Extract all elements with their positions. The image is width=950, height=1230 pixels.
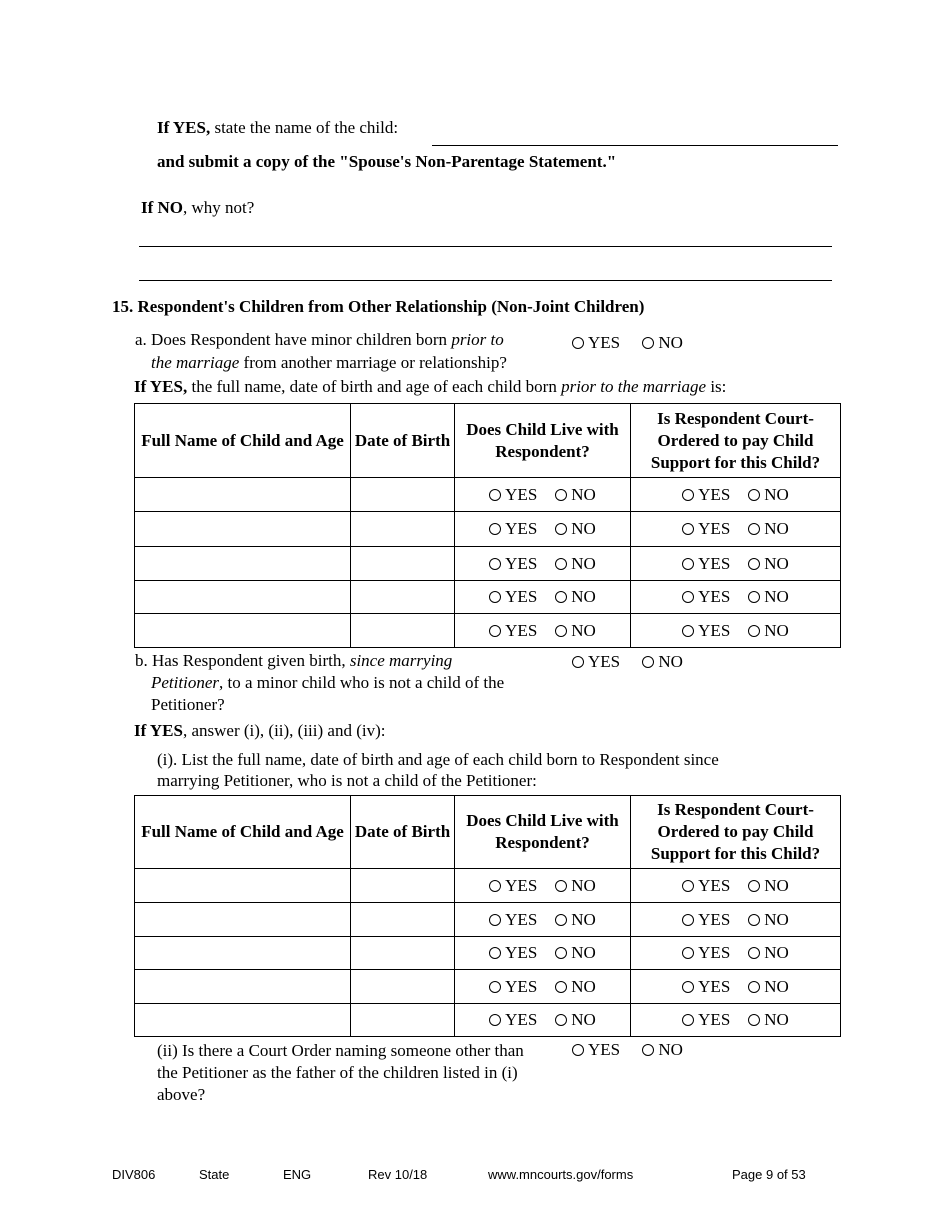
support-yes[interactable]: YES [682,621,730,641]
lives-with-yes[interactable]: YES [489,1010,537,1030]
dob-cell[interactable] [351,1004,455,1037]
support-yes[interactable]: YES [682,587,730,607]
radio-icon[interactable] [489,558,501,570]
support-no[interactable]: NO [748,519,789,539]
radio-icon[interactable] [682,523,694,535]
table-row [135,547,841,581]
footer-url: www.mncourts.gov/forms [488,1167,634,1182]
support-yes[interactable]: YES [682,943,730,963]
support-options [631,970,841,1004]
dob-cell[interactable] [351,478,455,512]
question-a-if-yes: If YES, the full name, date of birth and age of each child born prior to the marriage is: [134,377,727,396]
radio-icon[interactable] [555,1014,567,1026]
radio-icon[interactable] [555,591,567,603]
dob-cell[interactable] [351,903,455,937]
col-header-support: Is Respondent Court-Ordered to pay Child Support for this Child? [631,796,841,869]
lives-with-yes[interactable]: YES [489,621,537,641]
support-options [631,581,841,614]
question-a-text: a. Does Respondent have minor children born prior to the marriage from another marriage or relationship? [135,330,507,372]
prior-children-table [134,403,841,648]
lives-with-options [455,970,631,1004]
footer-form-code: DIV806 [112,1167,156,1182]
lives-with-yes[interactable]: YES [489,587,537,607]
table-row [135,1004,841,1037]
support-options [631,869,841,903]
table-row [135,512,841,547]
radio-icon[interactable] [572,337,584,349]
child-name-cell[interactable] [135,937,351,970]
support-no[interactable]: NO [748,876,789,896]
radio-icon[interactable] [489,880,501,892]
radio-icon[interactable] [682,489,694,501]
support-options [631,478,841,512]
support-no[interactable]: NO [748,621,789,641]
radio-icon[interactable] [572,656,584,668]
radio-icon[interactable] [555,914,567,926]
child-name-cell[interactable] [135,512,351,547]
question-b-ii-text: (ii) Is there a Court Order naming someone other than the Petitioner as the father of the children listed in (i) above? [157,1041,524,1104]
question-a-options [572,333,701,353]
radio-icon[interactable] [489,489,501,501]
support-no[interactable]: NO [748,485,789,505]
support-yes[interactable]: YES [682,519,730,539]
lives-with-options [455,869,631,903]
radio-icon[interactable] [748,1014,760,1026]
lives-with-options [455,581,631,614]
radio-icon[interactable] [682,947,694,959]
question-b-i-text: (i). List the full name, date of birth and age of each child born to Respondent since marrying Petitioner, who is not a child of the Petitioner: [157,750,719,790]
child-name-cell[interactable] [135,1004,351,1037]
lives-with-no[interactable]: NO [555,485,596,505]
radio-icon[interactable] [748,591,760,603]
radio-icon[interactable] [748,914,760,926]
since-marriage-children-table [134,795,841,1037]
lives-with-yes[interactable]: YES [489,485,537,505]
radio-icon[interactable] [682,591,694,603]
why-not-field-line-2[interactable] [139,280,832,281]
radio-icon[interactable] [682,981,694,993]
lives-with-options [455,547,631,581]
question-a-no[interactable]: NO [642,333,683,353]
question-b-if-yes: If YES, answer (i), (ii), (iii) and (iv): [134,721,386,740]
lives-with-no[interactable]: NO [555,554,596,574]
table-row [135,614,841,648]
child-name-prompt: If YES, state the name of the child: [157,118,399,137]
radio-icon[interactable] [748,947,760,959]
radio-icon[interactable] [555,947,567,959]
child-name-cell[interactable] [135,614,351,648]
child-name-cell[interactable] [135,903,351,937]
table-row [135,970,841,1004]
submit-copy-instruction: and submit a copy of the "Spouse's Non-Parentage Statement." [157,152,617,171]
table-row [135,903,841,937]
child-name-cell[interactable] [135,478,351,512]
why-not-field-line-1[interactable] [139,246,832,247]
question-b-ii-yes[interactable]: YES [572,1040,620,1060]
col-header-name: Full Name of Child and Age [135,796,351,869]
lives-with-no[interactable]: NO [555,587,596,607]
radio-icon[interactable] [489,981,501,993]
child-name-cell[interactable] [135,581,351,614]
radio-icon[interactable] [489,914,501,926]
dob-cell[interactable] [351,937,455,970]
radio-icon[interactable] [682,1014,694,1026]
question-b-no[interactable]: NO [642,652,683,672]
lives-with-options [455,614,631,648]
radio-icon[interactable] [748,489,760,501]
table-row [135,478,841,512]
question-b-text: b. Has Respondent given birth, since marrying Petitioner, to a minor child who is not a child of the Petitioner? [135,651,505,714]
col-header-name: Full Name of Child and Age [135,404,351,478]
radio-icon[interactable] [572,1044,584,1056]
radio-icon[interactable] [642,1044,654,1056]
lives-with-options [455,512,631,547]
support-options [631,547,841,581]
question-b-yes[interactable]: YES [572,652,620,672]
lives-with-options [455,903,631,937]
question-b-ii-options [572,1040,701,1060]
radio-icon[interactable] [748,880,760,892]
table-row [135,937,841,970]
dob-cell[interactable] [351,581,455,614]
child-name-cell[interactable] [135,970,351,1004]
support-no[interactable]: NO [748,943,789,963]
lives-with-no[interactable]: NO [555,977,596,997]
support-yes[interactable]: YES [682,910,730,930]
lives-with-options [455,937,631,970]
col-header-support: Is Respondent Court-Ordered to pay Child Support for this Child? [631,404,841,478]
radio-icon[interactable] [682,880,694,892]
lives-with-no[interactable]: NO [555,910,596,930]
radio-icon[interactable] [748,625,760,637]
child-name-field[interactable] [432,145,838,146]
support-options [631,512,841,547]
radio-icon[interactable] [682,914,694,926]
child-name-cell[interactable] [135,547,351,581]
support-options [631,1004,841,1037]
radio-icon[interactable] [555,625,567,637]
support-yes[interactable]: YES [682,876,730,896]
radio-icon[interactable] [682,558,694,570]
support-yes[interactable]: YES [682,485,730,505]
footer-state: State [199,1167,230,1182]
col-header-lives-with: Does Child Live with Respondent? [455,404,631,478]
radio-icon[interactable] [555,558,567,570]
lives-with-no[interactable]: NO [555,943,596,963]
radio-icon[interactable] [555,523,567,535]
radio-icon[interactable] [748,558,760,570]
support-options [631,937,841,970]
question-b-options [572,652,701,672]
lives-with-yes[interactable]: YES [489,519,537,539]
support-no[interactable]: NO [748,910,789,930]
dob-cell[interactable] [351,869,455,903]
radio-icon[interactable] [555,880,567,892]
dob-cell[interactable] [351,547,455,581]
support-yes[interactable]: YES [682,554,730,574]
lives-with-options [455,478,631,512]
col-header-dob: Date of Birth [351,796,455,869]
dob-cell[interactable] [351,512,455,547]
radio-icon[interactable] [489,1014,501,1026]
support-no[interactable]: NO [748,977,789,997]
lives-with-no[interactable]: NO [555,519,596,539]
table-row [135,581,841,614]
col-header-lives-with: Does Child Live with Respondent? [455,796,631,869]
table-row [135,869,841,903]
radio-icon[interactable] [682,625,694,637]
lives-with-yes[interactable]: YES [489,554,537,574]
radio-icon[interactable] [748,523,760,535]
support-yes[interactable]: YES [682,1010,730,1030]
lives-with-no[interactable]: NO [555,1010,596,1030]
if-no-prompt: If NO, why not? [141,198,255,217]
lives-with-yes[interactable]: YES [489,876,537,896]
radio-icon[interactable] [555,981,567,993]
radio-icon[interactable] [489,591,501,603]
lives-with-no[interactable]: NO [555,621,596,641]
support-no[interactable]: NO [748,587,789,607]
lives-with-yes[interactable]: YES [489,943,537,963]
dob-cell[interactable] [351,614,455,648]
support-options [631,614,841,648]
radio-icon[interactable] [489,947,501,959]
lives-with-yes[interactable]: YES [489,977,537,997]
support-yes[interactable]: YES [682,977,730,997]
radio-icon[interactable] [555,489,567,501]
dob-cell[interactable] [351,970,455,1004]
footer-language: ENG [283,1167,312,1182]
lives-with-yes[interactable]: YES [489,910,537,930]
footer-revision: Rev 10/18 [368,1167,428,1182]
radio-icon[interactable] [642,337,654,349]
section-15-heading: 15. Respondent's Children from Other Relationship (Non-Joint Children) [112,297,645,316]
question-a-yes[interactable]: YES [572,333,620,353]
radio-icon[interactable] [489,625,501,637]
question-b-ii-no[interactable]: NO [642,1040,683,1060]
radio-icon[interactable] [748,981,760,993]
support-no[interactable]: NO [748,554,789,574]
lives-with-options [455,1004,631,1037]
footer-page-number: Page 9 of 53 [732,1167,806,1182]
col-header-dob: Date of Birth [351,404,455,478]
child-name-cell[interactable] [135,869,351,903]
radio-icon[interactable] [489,523,501,535]
radio-icon[interactable] [642,656,654,668]
lives-with-no[interactable]: NO [555,876,596,896]
support-no[interactable]: NO [748,1010,789,1030]
support-options [631,903,841,937]
